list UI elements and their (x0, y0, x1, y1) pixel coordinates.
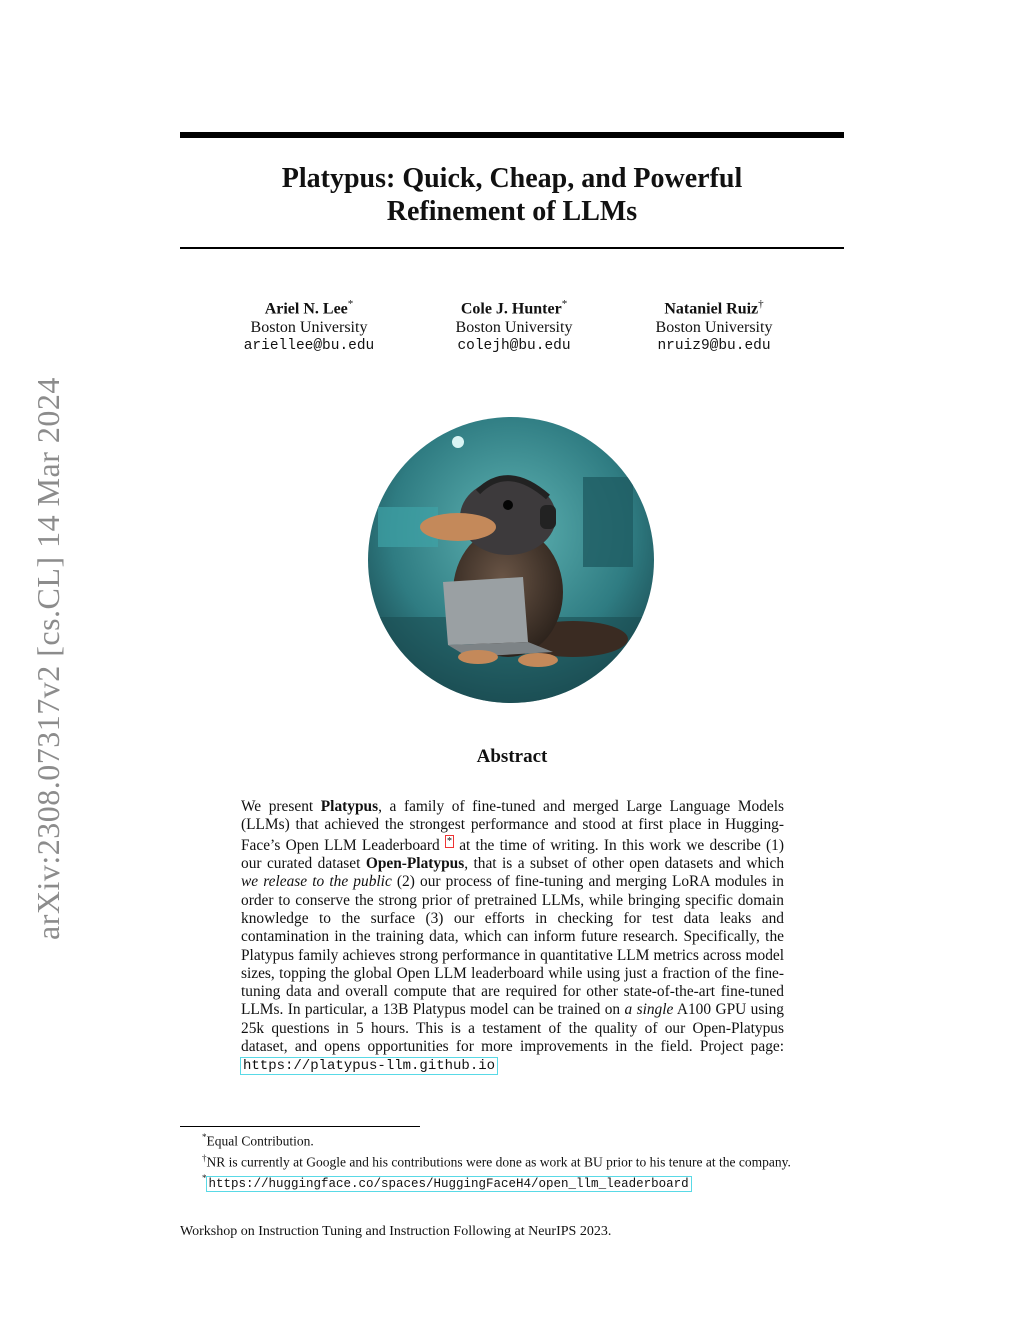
author-name (209, 295, 409, 319)
footnote-text: NR is currently at Google and his contributions were done as work at BU prior to his tenure at the company. (206, 1154, 791, 1169)
author-1 (209, 295, 409, 356)
footnotes (180, 1129, 860, 1193)
footnote-text: Equal Contribution. (206, 1133, 314, 1149)
title-line-1: Platypus: Quick, Cheap, and Powerful (281, 163, 743, 194)
author-email[interactable]: colejh@bu.edu (457, 338, 571, 355)
author-name-text: Nataniel Ruiz (664, 300, 759, 318)
title-line-2: Refinement of LLMs (386, 196, 638, 227)
author-mark: * (561, 298, 568, 310)
platypus-mascot-image (368, 417, 654, 703)
platypus-illustration (368, 417, 654, 703)
author-affiliation: Boston University (250, 318, 368, 336)
abstract-body (241, 798, 784, 1076)
footnote-2 (180, 1150, 860, 1171)
abstract-text: , that is a subset of other open datasets and which (464, 855, 785, 873)
abstract-text: We present (241, 798, 321, 815)
author-name-text: Ariel N. Lee (264, 300, 348, 318)
leaderboard-link[interactable]: https://huggingface.co/spaces/HuggingFaceH4/open_llm_leaderboard (208, 1176, 689, 1191)
footnote-rule (180, 1126, 420, 1127)
abstract-text: , a family of fine-tuned and merged Large Language Models (LLMs) that achieved the strongest performance and stood at first place in Hugging-Face’s Open LLM Leaderboard (241, 798, 784, 854)
abstract-italic: we release to the public (241, 873, 392, 891)
project-page-link[interactable]: https://platypus-llm.github.io (243, 1058, 496, 1075)
abstract-bold: Platypus (320, 798, 379, 815)
abstract-heading: Abstract (476, 746, 548, 767)
paper-title (180, 162, 844, 228)
footnote-ref-link[interactable]: * (446, 835, 452, 847)
abstract-italic: a single (624, 1001, 674, 1019)
abstract-bold: Open-Platypus (365, 855, 465, 873)
author-name (414, 295, 614, 319)
author-3 (614, 295, 814, 356)
footnote-mark: * (202, 1173, 207, 1183)
footnote-mark: † (202, 1152, 207, 1163)
author-mark: † (758, 298, 764, 310)
title-rule-top (180, 132, 844, 138)
abstract-text: (2) our process of fine-tuning and merging LoRA modules in order to conserve the strong prior of pretrained LLMs, while bringing specific domain knowledge to the surface (3) our efforts in checking for test data leaks and contamination in the training data, which can inform future research. Specifically, the Platypus family achieves strong performance in quantitative LLM metrics across model sizes, topping the global Open LLM leaderboard while using just a fraction of the fine-tuning data and overall compute that are required for other state-of-the-art fine-tuned LLMs. In particular, a 13B Platypus model can be trained on (241, 873, 784, 1019)
footnote-mark: * (202, 1132, 207, 1142)
footnote-1 (180, 1129, 860, 1150)
title-rule-bottom (180, 247, 844, 249)
author-2 (414, 295, 614, 356)
author-block (180, 295, 844, 355)
footnote-3 (180, 1170, 860, 1193)
author-affiliation: Boston University (655, 318, 773, 336)
abstract-text: A100 GPU using 25k questions in 5 hours. This is a testament of the quality of our Open-Platypus dataset, and opens opportunities for more improvements in the field. Project page: (241, 1001, 784, 1055)
author-email[interactable]: ariellee@bu.edu (243, 338, 375, 355)
author-mark: * (347, 298, 354, 310)
author-name (614, 295, 814, 319)
author-email[interactable]: nruiz9@bu.edu (657, 338, 771, 355)
abstract-text: at the time of writing. In this work we describe (1) our curated dataset (241, 836, 784, 873)
author-affiliation: Boston University (455, 318, 573, 336)
author-name-text: Cole J. Hunter (460, 300, 562, 318)
venue-note: Workshop on Instruction Tuning and Instruction Following at NeurIPS 2023. (180, 1224, 612, 1239)
arxiv-identifier: arXiv:2308.07317v2 [cs.CL] 14 Mar 2024 (30, 377, 66, 940)
